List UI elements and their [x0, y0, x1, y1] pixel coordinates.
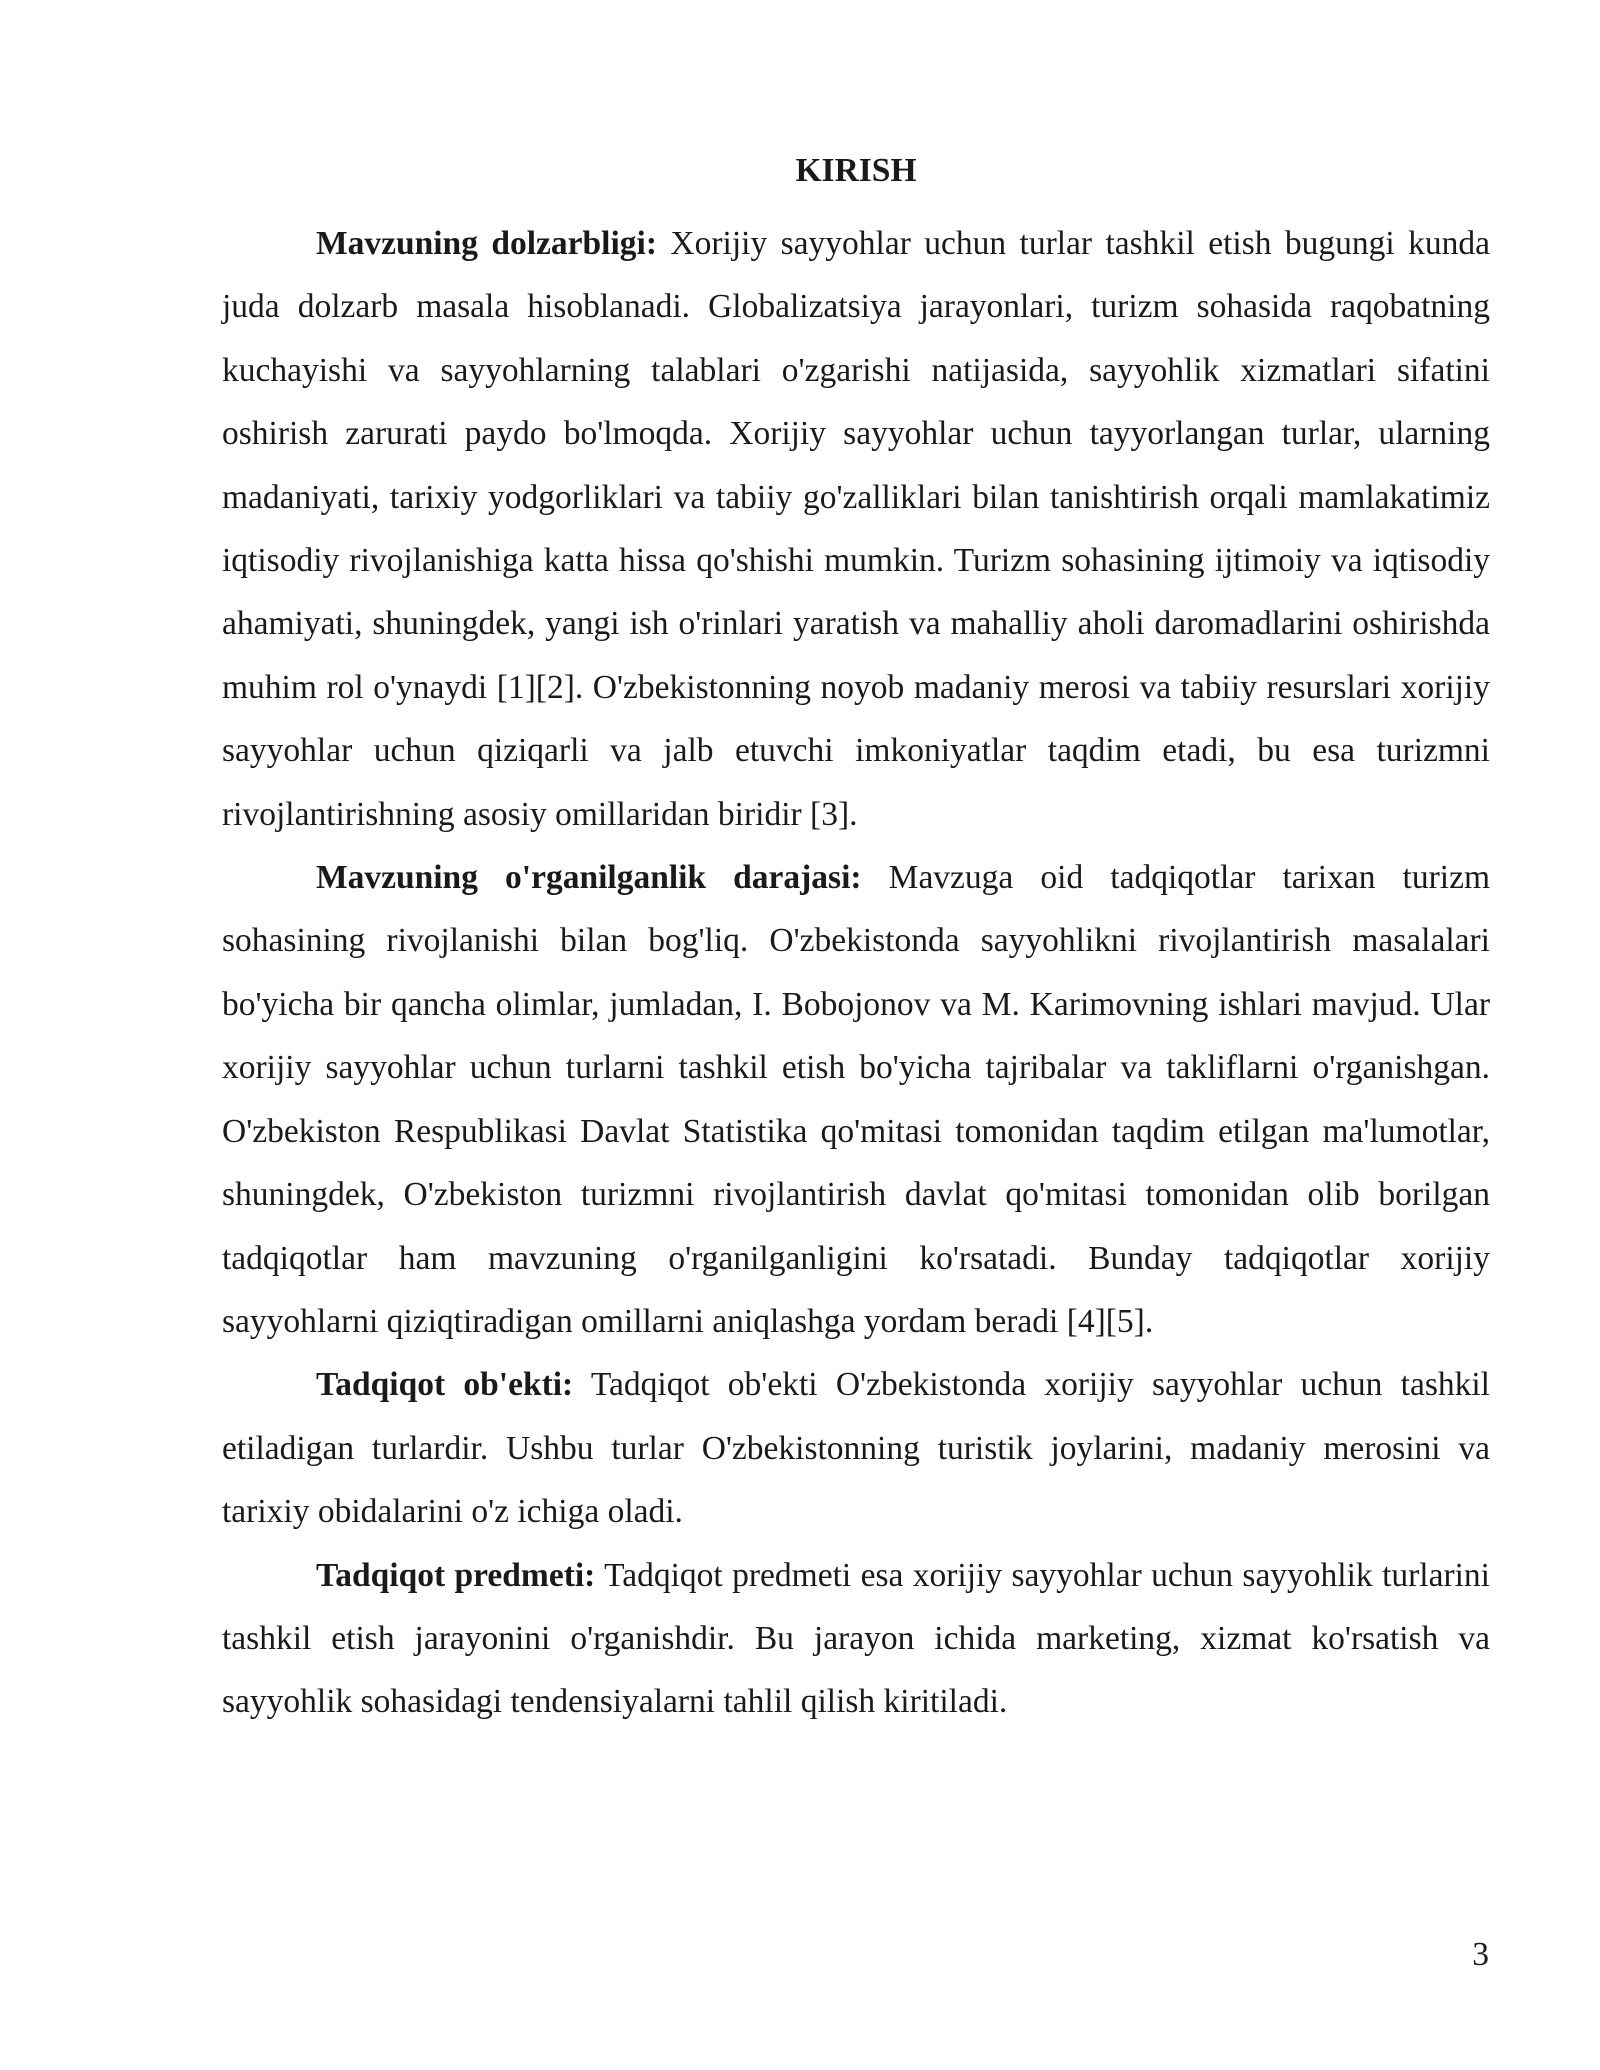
paragraph-study-degree	[222, 846, 1490, 1353]
paragraph-label: Mavzuning o'rganilganlik darajasi:	[316, 859, 862, 897]
paragraph-research-object	[222, 1353, 1490, 1543]
paragraph-text: Mavzuga oid tadqiqotlar tarixan turizm sohasining rivojlanishi bilan bog'liq. O'zbekistonda sayyohlikni rivojlantirish masalalari bo'yicha bir qancha olimlar, jumladan, I. Bobojonov va M. Karimovning ishlari mavjud. Ular xorijiy sayyohlar uchun turlarni tashkil etish bo'yicha tajribalar va takliflarni o'rganishgan. O'zbekiston Respublikasi Davlat Statistika qo'mitasi tomonidan taqdim etilgan ma'lumotlar, shuningdek, O'zbekiston turizmni rivojlantirish davlat qo'mitasi tomonidan olib borilgan tadqiqotlar ham mavzuning o'rganilganligini ko'rsatadi. Bunday tadqiqotlar xorijiy sayyohlarni qiziqtiradigan omillarni aniqlashga yordam beradi [4][5].	[222, 859, 1491, 1340]
paragraph-text: Tadqiqot ob'ekti O'zbekistonda xorijiy sayyohlar uchun tashkil etiladigan turlardir. Ushbu turlar O'zbekistonning turistik joylarini, madaniy merosini va tarixiy obidalarini o'z ichiga oladi.	[222, 1366, 1490, 1531]
paragraph-label: Mavzuning dolzarbligi:	[316, 225, 657, 262]
page-title: KIRISH	[795, 152, 917, 189]
paragraph-label: Tadqiqot ob'ekti:	[316, 1366, 574, 1404]
page-body	[222, 145, 1490, 1734]
paragraph-text: Tadqiqot predmeti esa xorijiy sayyohlar uchun sayyohlik turlarini tashkil etish jarayonini o'rganishdir. Bu jarayon ichida marketing, xizmat ko'rsatish va sayyohlik sohasidagi tendensiyalarni tahlil qilish kiritiladi.	[222, 1556, 1490, 1721]
page-number: 3	[1472, 1936, 1489, 1973]
paragraph-research-subject	[222, 1544, 1490, 1734]
paragraph-text: Xorijiy sayyohlar uchun turlar tashkil etish bugungi kunda juda dolzarb masala hisoblanadi. Globalizatsiya jarayonlari, turizm sohasida raqobatning kuchayishi va sayyohlarning talablari o'zgarishi natijasida, sayyohlik xizmatlari sifatini oshirish zarurati paydo bo'lmoqda. Xorijiy sayyohlar uchun tayyorlangan turlar, ularning madaniyati, tarixiy yodgorliklari va tabiiy go'zalliklari bilan tanishtirish orqali mamlakatimiz iqtisodiy rivojlanishiga katta hissa qo'shishi mumkin. Turizm sohasining ijtimoiy va iqtisodiy ahamiyati, shuningdek, yangi ish o'rinlari yaratish va mahalliy aholi daromadlarini oshirishda muhim rol o'ynaydi [1][2]. O'zbekistonning noyob madaniy merosi va tabiiy resurslari xorijiy sayyohlar uchun qiziqarli va jalb etuvchi imkoniyatlar taqdim etadi, bu esa turizmni rivojlantirishning asosiy omillaridan biridir [3].	[222, 225, 1491, 833]
paragraph-label: Tadqiqot predmeti:	[316, 1556, 596, 1594]
paragraph-relevance	[222, 212, 1490, 846]
